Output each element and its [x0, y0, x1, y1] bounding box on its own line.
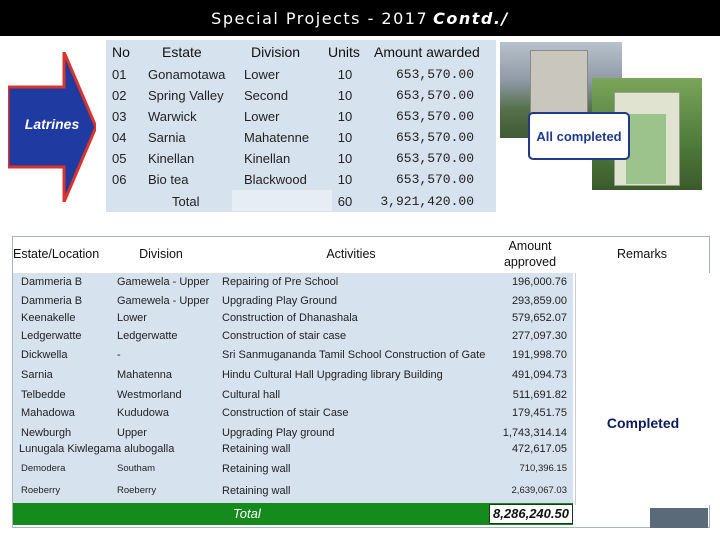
latrines-total-row [106, 192, 496, 213]
row-division: Kududowa [117, 407, 169, 419]
header-estate-location: Estate/Location [13, 237, 109, 271]
table-row [13, 405, 573, 423]
row-division: Blackwood [244, 172, 307, 187]
header-division: Division [251, 44, 301, 60]
row-activity: Retaining wall [222, 463, 291, 475]
row-no: 03 [112, 109, 127, 124]
row-amount: 2,639,067.03 [511, 485, 567, 496]
row-no: 02 [112, 88, 127, 103]
row-estate: Roeberry [21, 485, 61, 496]
table-row [106, 128, 496, 149]
projects-rows [13, 273, 573, 505]
projects-total-row [13, 503, 573, 525]
slide-title: Special Projects - 2017 Contd./ [211, 8, 509, 28]
row-amount: 277,097.30 [511, 330, 567, 342]
row-amount: 293,859.00 [511, 295, 567, 307]
total-amount: 3,921,420.00 [380, 194, 474, 209]
row-estate: Sarnia [21, 369, 53, 381]
row-no: 05 [112, 151, 127, 166]
row-estate: Bio tea [148, 172, 189, 187]
row-units: 10 [337, 109, 353, 124]
row-amount: 472,617.05 [511, 443, 567, 455]
header-remarks: Remarks [575, 237, 709, 271]
table-row [13, 441, 573, 459]
row-division: Westmorland [117, 389, 182, 401]
table-row [13, 483, 573, 501]
row-division: Upper [117, 427, 147, 439]
row-division: Roeberry [117, 485, 157, 496]
row-units: 10 [337, 130, 353, 145]
row-activity: Upgrading Play Ground [222, 295, 337, 307]
row-amount: 653,570.00 [395, 130, 474, 145]
row-estate: Sarnia [148, 130, 186, 145]
slide-number-box [650, 508, 708, 528]
table-row [13, 274, 573, 292]
row-activity: Repairing of Pre School [222, 276, 339, 288]
title-bar [0, 0, 720, 36]
row-estate: Ledgerwatte [21, 330, 82, 342]
row-activity: Construction of stair case [222, 330, 347, 342]
row-activity: Sri Sanmugananda Tamil School Construction of Gate [222, 349, 486, 361]
table-row [13, 328, 573, 346]
row-amount: 653,570.00 [395, 172, 474, 187]
latrines-label: Latrines [24, 116, 80, 132]
table-row [106, 86, 496, 107]
table-row [13, 367, 573, 385]
table-row [13, 387, 573, 405]
row-amount: 653,570.00 [395, 67, 474, 82]
row-division: Gamewela - Upper [117, 276, 210, 288]
row-estate: Telbedde [21, 389, 66, 401]
latrines-table [106, 40, 496, 212]
row-activity: Hindu Cultural Hall Upgrading library Building [222, 369, 443, 381]
latrines-table-header [106, 42, 496, 63]
header-amount: Amount awarded [374, 44, 480, 60]
row-activity: Upgrading Play ground [222, 427, 335, 439]
row-division: - [117, 349, 121, 361]
row-estate: Mahadowa [21, 407, 75, 419]
completed-callout: All completed [528, 112, 630, 160]
row-activity: Cultural hall [222, 389, 281, 401]
total-amount: 8,286,240.50 [489, 504, 573, 524]
total-units: 60 [337, 194, 353, 209]
row-estate: Keenakelle [21, 312, 76, 324]
row-no: 01 [112, 67, 127, 82]
table-row [13, 461, 573, 479]
row-amount: 653,570.00 [395, 109, 474, 124]
row-activity: Retaining wall [222, 443, 291, 455]
row-amount: 196,000.76 [511, 276, 567, 288]
header-units: Units [328, 44, 360, 60]
slide-title-suffix: Contd./ [433, 8, 509, 28]
row-amount: 710,396.15 [519, 463, 567, 474]
table-row [106, 65, 496, 86]
row-estate: Spring Valley [148, 88, 224, 103]
row-units: 10 [337, 88, 353, 103]
row-activity: Construction of stair Case [222, 407, 349, 419]
row-amount: 179,451.75 [511, 407, 567, 419]
row-estate: Demodera [21, 463, 66, 474]
total-label: Total [233, 506, 261, 521]
row-no: 04 [112, 130, 127, 145]
row-estate: Gonamotawa [148, 67, 226, 82]
row-division: Mahatenne [244, 130, 310, 145]
header-amount-approved: Amount approved [487, 237, 573, 271]
row-division: Lower [244, 67, 280, 82]
row-estate: Warwick [148, 109, 197, 124]
row-estate: Newburgh [21, 427, 72, 439]
row-estate: Dammeria B [21, 295, 83, 307]
row-estate: Lunugala Kiwlegama alubogalla [19, 443, 175, 455]
row-division: Second [244, 88, 289, 103]
row-division: Gamewela - Upper [117, 295, 210, 307]
table-row [106, 170, 496, 191]
row-division: Southam [117, 463, 156, 474]
row-division: Kinellan [244, 151, 291, 166]
header-division: Division [109, 237, 213, 271]
header-no: No [112, 44, 130, 60]
table-row [13, 310, 573, 328]
row-estate: Kinellan [148, 151, 195, 166]
row-amount: 1,743,314.14 [502, 427, 567, 439]
row-amount: 579,652.07 [511, 312, 567, 324]
row-amount: 511,691.82 [512, 389, 567, 401]
row-estate: Dammeria B [21, 276, 83, 288]
table-row [106, 107, 496, 128]
row-amount: 491,094.73 [511, 369, 567, 381]
row-estate: Dickwella [21, 349, 68, 361]
row-division: Lower [244, 109, 280, 124]
header-estate: Estate [162, 44, 202, 60]
row-units: 10 [337, 151, 353, 166]
remarks-column [575, 273, 710, 505]
row-division: Lower [117, 312, 147, 324]
row-activity: Retaining wall [222, 485, 291, 497]
table-row [13, 347, 573, 365]
remarks-completed: Completed [606, 415, 680, 431]
row-amount: 653,570.00 [395, 151, 474, 166]
row-amount: 653,570.00 [395, 88, 474, 103]
table-row [13, 293, 573, 311]
projects-table [12, 236, 710, 528]
row-division: Ledgerwatte [117, 330, 178, 342]
table-row [106, 149, 496, 170]
row-units: 10 [337, 67, 353, 82]
row-units: 10 [337, 172, 353, 187]
row-activity: Construction of Dhanashala [222, 312, 358, 324]
header-activities: Activities [217, 237, 485, 271]
total-label: Total [172, 194, 200, 209]
row-no: 06 [112, 172, 127, 187]
row-amount: 191,998.70 [511, 349, 567, 361]
row-division: Mahatenna [117, 369, 173, 381]
